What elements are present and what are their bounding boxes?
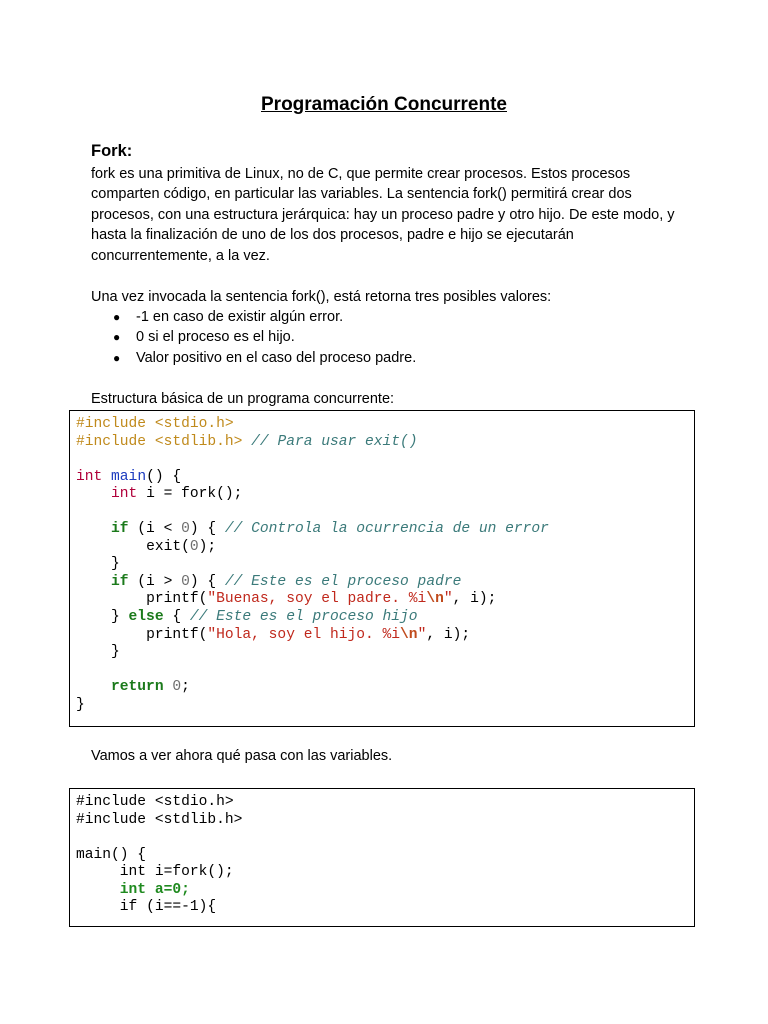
code-line: if (i==-1){ <box>119 899 217 916</box>
code-string: " <box>443 591 453 608</box>
code-text: printf( <box>146 626 208 643</box>
page-title: Programación Concurrente <box>261 94 507 115</box>
code-text: , i); <box>452 591 497 608</box>
code-text: ) { <box>189 521 225 538</box>
code-string: "Hola, soy el hijo. %i <box>207 626 401 643</box>
code-keyword: return <box>111 679 164 696</box>
code-text: { <box>163 609 190 626</box>
structure-caption: Estructura básica de un programa concurrente: <box>91 391 395 407</box>
code-block-variables <box>69 788 695 927</box>
code-keyword: int <box>76 468 103 485</box>
code-comment: // Controla la ocurrencia de un error <box>224 521 549 538</box>
code-keyword: if <box>111 573 129 590</box>
list-item-text: -1 en caso de existir algún error. <box>136 309 344 325</box>
bullet-icon: ● <box>113 330 121 345</box>
list-item <box>91 307 416 327</box>
code-comment: // Este es el proceso padre <box>224 573 462 590</box>
code-comment: // Para usar exit() <box>251 433 418 450</box>
code-text: } <box>76 696 85 713</box>
code-line: main() { <box>76 846 147 863</box>
code-number: 0 <box>172 679 182 696</box>
return-values-list <box>91 307 416 368</box>
code-text: } <box>111 609 129 626</box>
list-item <box>91 327 416 347</box>
code-text: (i < <box>128 521 182 538</box>
code-number: 0 <box>181 573 190 590</box>
code-string: " <box>417 626 427 643</box>
bullet-icon: ● <box>113 310 121 324</box>
code-text: ); <box>198 538 217 555</box>
code-text: ; <box>181 679 190 696</box>
code-text: } <box>111 556 120 573</box>
code-line: #include <stdio.h> <box>76 794 234 810</box>
code-include: #include <stdlib.h> <box>76 433 243 450</box>
list-item <box>91 348 416 368</box>
code-function-name: main <box>111 468 147 485</box>
code-number: 0 <box>189 538 199 555</box>
bullet-icon: ● <box>113 350 121 365</box>
code-text: printf( <box>146 591 208 608</box>
list-item-text: 0 si el proceso es el hijo. <box>136 329 295 346</box>
code-keyword: int <box>111 486 138 503</box>
code-text: i = fork(); <box>137 486 243 503</box>
code-include: #include <stdio.h> <box>76 416 234 432</box>
code-listing <box>70 411 694 714</box>
code-text: () { <box>146 468 182 485</box>
variables-caption: Vamos a ver ahora qué pasa con las variables. <box>91 748 393 764</box>
section-heading-fork: Fork: <box>91 142 133 160</box>
code-line: int i=fork(); <box>119 864 234 881</box>
intro-paragraph: fork es una primitiva de Linux, no de C, que permite crear procesos. Estos procesos comparten código, en particular las variables. La sentencia fork() permitirá crear dos procesos, con una estructura jerárquica: hay un proceso padre y otro hijo. De este modo, y hasta la finalización de uno de los dos procesos, padre e hijo se ejecutarán concurrentemente, a la vez. <box>91 166 675 264</box>
list-item-text: Valor positivo en el caso del proceso padre. <box>136 349 417 366</box>
code-line: #include <stdlib.h> <box>76 811 243 828</box>
code-text: ) { <box>189 573 225 590</box>
code-text: (i > <box>128 573 182 590</box>
code-escape: \n <box>426 591 444 608</box>
code-string: "Buenas, soy el padre. %i <box>207 591 427 608</box>
code-number: 0 <box>181 521 190 538</box>
values-intro: Una vez invocada la sentencia fork(), está retorna tres posibles valores: <box>91 289 552 305</box>
code-escape: \n <box>400 626 418 643</box>
code-comment: // Este es el proceso hijo <box>189 609 418 626</box>
code-text: , i); <box>426 626 471 643</box>
code-line-highlighted: int a=0; <box>119 881 190 898</box>
code-block-fork-structure <box>69 410 695 727</box>
code-listing <box>70 789 694 917</box>
code-text: exit( <box>146 538 190 555</box>
code-keyword: else <box>128 609 164 626</box>
code-keyword: if <box>111 521 129 538</box>
code-text: } <box>111 644 120 661</box>
